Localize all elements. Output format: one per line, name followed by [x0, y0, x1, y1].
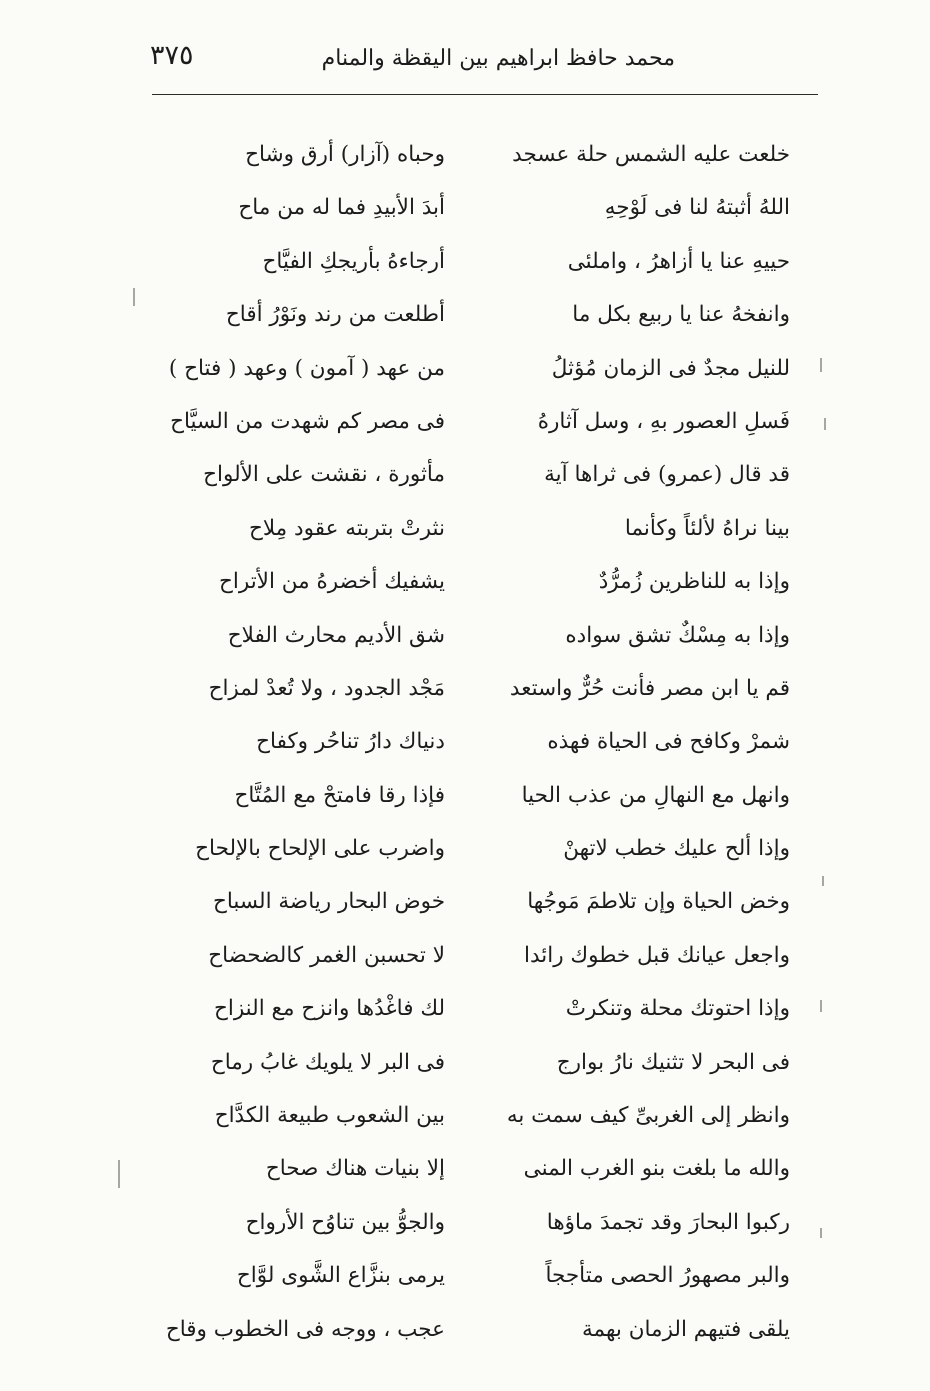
verse-sadr: للنيل مجدٌ فى الزمان مُؤثلُ [551, 355, 790, 381]
verse-ajuz: خوض البحار رياضة السباح [212, 889, 445, 915]
header-rule [152, 94, 818, 95]
verse-sadr: وإذا به للناظرين زُمرُّدٌ [598, 569, 790, 595]
verse-sadr: وإذا به مِسْكٌ تشق سواده [565, 622, 790, 648]
verse-sadr: يلقى فتيهم الزمان بهمة [582, 1316, 790, 1342]
verse [160, 502, 790, 555]
verse [160, 288, 790, 341]
verse-sadr: اللهُ أثبتهُ لنا فى لَوْحِهِ [604, 195, 790, 221]
verse-sadr: شمرْ وكافح فى الحياة فهذه [547, 729, 790, 755]
verse [160, 555, 790, 608]
scan-mark [820, 358, 822, 372]
verse-ajuz: واضرب على الإلحاح بالإلحاح [195, 836, 445, 862]
verse-ajuz: أطلعت من رند ونَوْرُ أقاح [225, 302, 445, 328]
scan-mark [820, 1000, 822, 1012]
verse-ajuz: من عهد ( آمون ) وعهد ( فتاح ) [168, 355, 445, 381]
scan-mark [118, 1160, 120, 1188]
verse-sadr: وانظر إلى الغربىِّ كيف سمت به [506, 1103, 790, 1129]
verse [160, 1303, 790, 1356]
verse-ajuz: بين الشعوب طبيعة الكدَّاح [214, 1103, 445, 1129]
verse-ajuz: نثرتْ بتربته عقود مِلاح [248, 515, 445, 541]
scan-mark [133, 288, 135, 306]
verse [160, 1036, 790, 1089]
verse-ajuz: فى البر لا يلويك غابُ رماح [210, 1049, 445, 1075]
poem [160, 128, 790, 1356]
verse-ajuz: شق الأديم محارث الفلاح [227, 622, 445, 648]
verse-ajuz: فإذا رقا فامتحْ مع المُتَّاح [234, 782, 445, 808]
verse-sadr: حييهِ عنا يا أزاهرُ ، واملئى [567, 248, 790, 274]
verse-sadr: وانهل مع النهالِ من عذب الحيا [521, 782, 790, 808]
verse [160, 395, 790, 448]
verse-sadr: فى البحر لا تثنيك نارُ بوارج [556, 1049, 790, 1075]
verse-ajuz: أرجاءهُ بأريجكِ الفيَّاح [262, 248, 445, 274]
verse [160, 929, 790, 982]
scan-mark [824, 418, 826, 430]
verse [160, 662, 790, 715]
verse [160, 1089, 790, 1142]
verse [160, 875, 790, 928]
verse-ajuz: عجب ، ووجه فى الخطوب وقاح [165, 1316, 445, 1342]
verse-ajuz: والجوُّ بين تناوُح الأرواح [245, 1209, 445, 1235]
verse-sadr: وخض الحياة وإن تلاطمَ مَوجُها [527, 889, 790, 915]
verse [160, 128, 790, 181]
verse [160, 982, 790, 1035]
verse-sadr: قد قال (عمرو) فى ثراها آية [544, 462, 790, 488]
verse-sadr: وإذا احتوتك محلة وتنكرتْ [565, 996, 790, 1022]
verse-ajuz: فى مصر كم شهدت من السيَّاح [170, 408, 445, 434]
verse [160, 1249, 790, 1302]
verse-sadr: والبر مصهورُ الحصى متأججاً [545, 1263, 790, 1289]
verse-ajuz: يشفيك أخضرهُ من الأتراح [218, 569, 445, 595]
verse-sadr: فَسلِ العصور بهِ ، وسل آثارهُ [537, 408, 790, 434]
page-number: ٣٧٥ [150, 40, 194, 71]
verse-sadr: ركبوا البحارَ وقد تجمدَ ماؤها [546, 1209, 790, 1235]
verse [160, 181, 790, 234]
verse [160, 609, 790, 662]
verse-sadr: واجعل عيانك قبل خطوك رائدا [523, 942, 790, 968]
verse [160, 1196, 790, 1249]
verse-ajuz: إلا بنيات هناك صحاح [265, 1156, 445, 1182]
verse [160, 715, 790, 768]
verse-ajuz: وحباه (آزار) أرق وشاح [245, 142, 445, 167]
scan-mark [822, 876, 824, 886]
verse-ajuz: أبدَ الأبيدِ فما له من ماح [238, 195, 445, 221]
verse-sadr: والله ما بلغت بنو الغرب المنى [523, 1156, 790, 1182]
verse-ajuz: لك فاغْدُها وانزح مع النزاح [213, 996, 445, 1022]
verse-sadr: وإذا ألح عليك خطب لاتهنْ [563, 836, 790, 862]
verse-sadr: خلعت عليه الشمس حلة عسجد [512, 142, 790, 167]
verse [160, 769, 790, 822]
verse-ajuz: لا تحسبن الغمر كالضحضاح [208, 942, 445, 968]
verse-ajuz: مأثورة ، نقشت على الألواح [203, 462, 445, 488]
running-title: محمد حافظ ابراهيم بين اليقظة والمنام [321, 46, 675, 71]
verse-sadr: قم يا ابن مصر فأنت حُرٌّ واستعد [509, 675, 790, 701]
scan-mark [820, 1228, 822, 1238]
verse [160, 822, 790, 875]
verse [160, 235, 790, 288]
verse-ajuz: دنياك دارُ تناحُر وكفاح [256, 729, 445, 755]
verse [160, 342, 790, 395]
verse-ajuz: يرمى بنزَّاع الشَّوى لوَّاح [236, 1263, 445, 1289]
verse [160, 1142, 790, 1195]
verse-sadr: بينا نراهُ لألئاً وكأنما [624, 515, 790, 541]
verse [160, 448, 790, 501]
verse-sadr: وانفخهُ عنا يا ربيع بكل ما [572, 302, 790, 328]
verse-ajuz: مَجْد الجدود ، ولا تُعدْ لمزاح [208, 675, 445, 701]
